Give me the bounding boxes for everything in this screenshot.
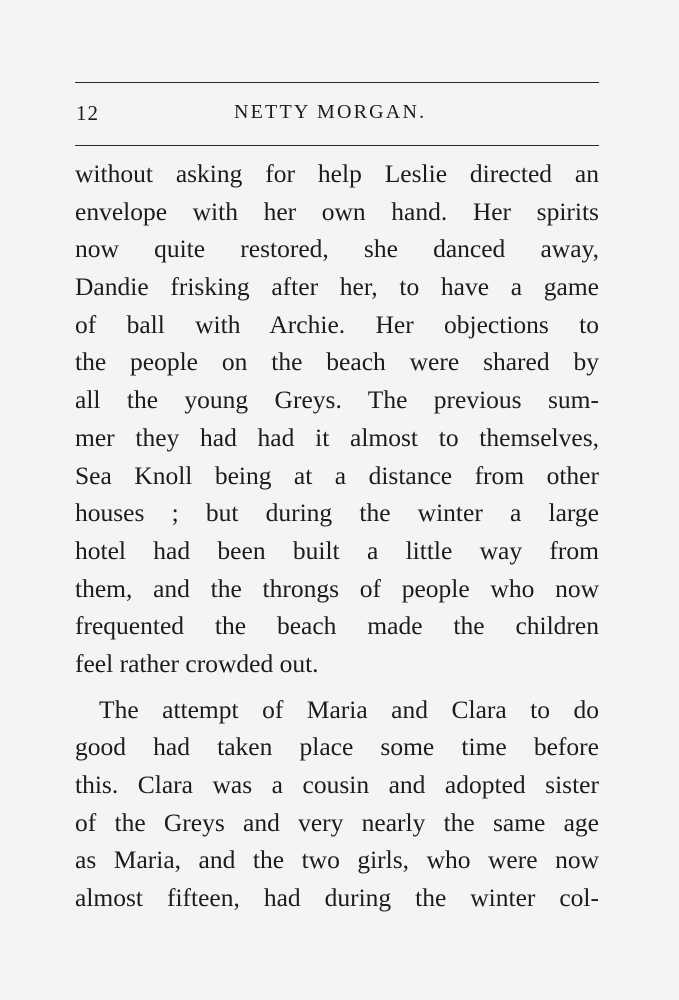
text-line: all the young Greys. The previous sum- bbox=[75, 385, 599, 415]
text-line: them, and the throngs of people who now bbox=[75, 573, 599, 603]
running-title: NETTY MORGAN. bbox=[234, 101, 427, 123]
body-text bbox=[75, 155, 599, 917]
text-line: good had taken place some time before bbox=[75, 732, 599, 762]
text-line: almost fifteen, had during the winter col- bbox=[75, 883, 599, 913]
text-line: frequented the beach made the children bbox=[75, 611, 599, 641]
text-line: houses ; but during the winter a large bbox=[75, 498, 599, 528]
header-bottom-rule bbox=[75, 145, 599, 146]
text-line: The attempt of Maria and Clara to do bbox=[99, 694, 599, 724]
header-top-rule bbox=[75, 82, 599, 83]
text-line: Dandie frisking after her, to have a game bbox=[75, 272, 599, 302]
text-line: mer they had had it almost to themselves, bbox=[75, 422, 599, 452]
page-number: 12 bbox=[76, 101, 99, 125]
paragraph-gap bbox=[75, 683, 599, 691]
text-line: now quite restored, she danced away, bbox=[75, 234, 599, 264]
text-line: envelope with her own hand. Her spirits bbox=[75, 196, 599, 226]
text-line: this. Clara was a cousin and adopted sister bbox=[75, 770, 599, 799]
running-head bbox=[75, 101, 599, 133]
text-line: hotel had been built a little way from bbox=[75, 535, 599, 565]
text-line: of the Greys and very nearly the same age bbox=[75, 807, 599, 837]
text-line: without asking for help Leslie directed an bbox=[75, 159, 599, 188]
text-line: Sea Knoll being at a distance from other bbox=[75, 460, 599, 490]
text-line: the people on the beach were shared by bbox=[75, 347, 599, 377]
text-line: feel rather crowded out. bbox=[75, 648, 319, 678]
text-line: of ball with Archie. Her objections to bbox=[75, 309, 599, 339]
text-line: as Maria, and the two girls, who were now bbox=[75, 845, 599, 875]
